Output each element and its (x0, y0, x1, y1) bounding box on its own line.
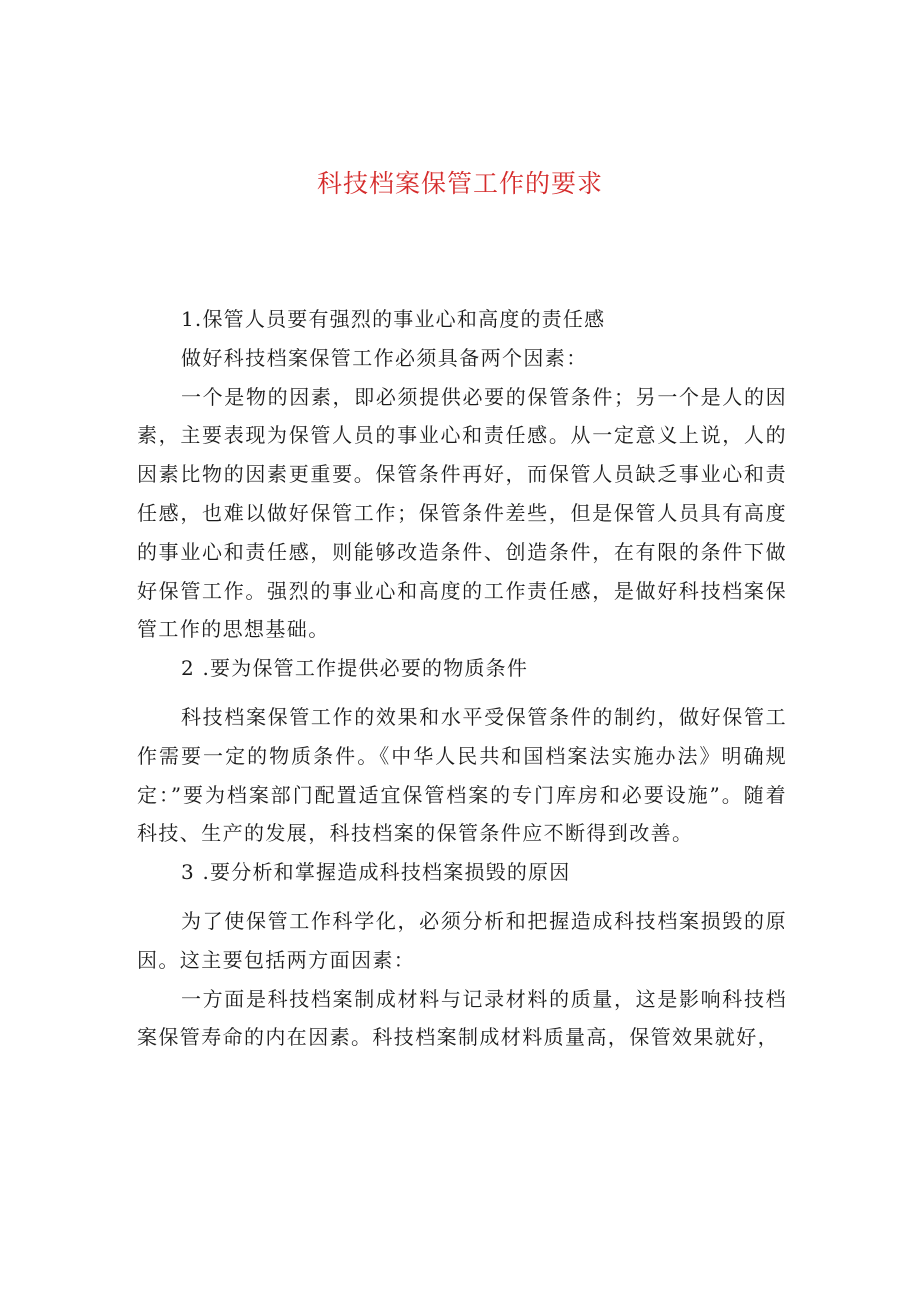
document-body (137, 300, 787, 1057)
document-title: 科技档案保管工作的要求 (316, 169, 603, 198)
paragraph: 为了使保管工作科学化，必须分析和把握造成科技档案损毁的原因。这主要包括两方面因素： (137, 908, 787, 972)
section-heading-3: 3 .要分析和掌握造成科技档案损毁的原因 (181, 860, 571, 885)
paragraph: 一方面是科技档案制成材料与记录材料的质量，这是影响科技档案保管寿命的内在因素。科技档案制成材料质量高，保管效果就好， (137, 986, 787, 1050)
section-heading-1: 1.保管人员要有强烈的事业心和高度的责任感 (181, 307, 606, 331)
paragraph: 一个是物的因素，即必须提供必要的保管条件；另一个是人的因素，主要表现为保管人员的事业心和责任感。从一定意义上说，人的因素比物的因素更重要。保管条件再好，而保管人员缺乏事业心和责任感，也难以做好保管工作；保管条件差些，但是保管人员具有高度的事业心和责任感，则能够改造条件、创造条件，在有限的条件下做好保管工作。强烈的事业心和高度的工作责任感，是做好科技档案保管工作的思想基础。 (137, 384, 787, 642)
paragraph: 科技档案保管工作的效果和水平受保管条件的制约，做好保管工作需要一定的物质条件。《中华人民共和国档案法实施办法》明确规定：”要为档案部门配置适宜保管档案的专门库房和必要设施”。随着科技、生产的发展，科技档案的保管条件应不断得到改善。 (137, 704, 787, 846)
section-heading-2: 2 .要为保管工作提供必要的物质条件 (181, 656, 529, 681)
paragraph: 做好科技档案保管工作必须具备两个因素： (181, 345, 588, 370)
